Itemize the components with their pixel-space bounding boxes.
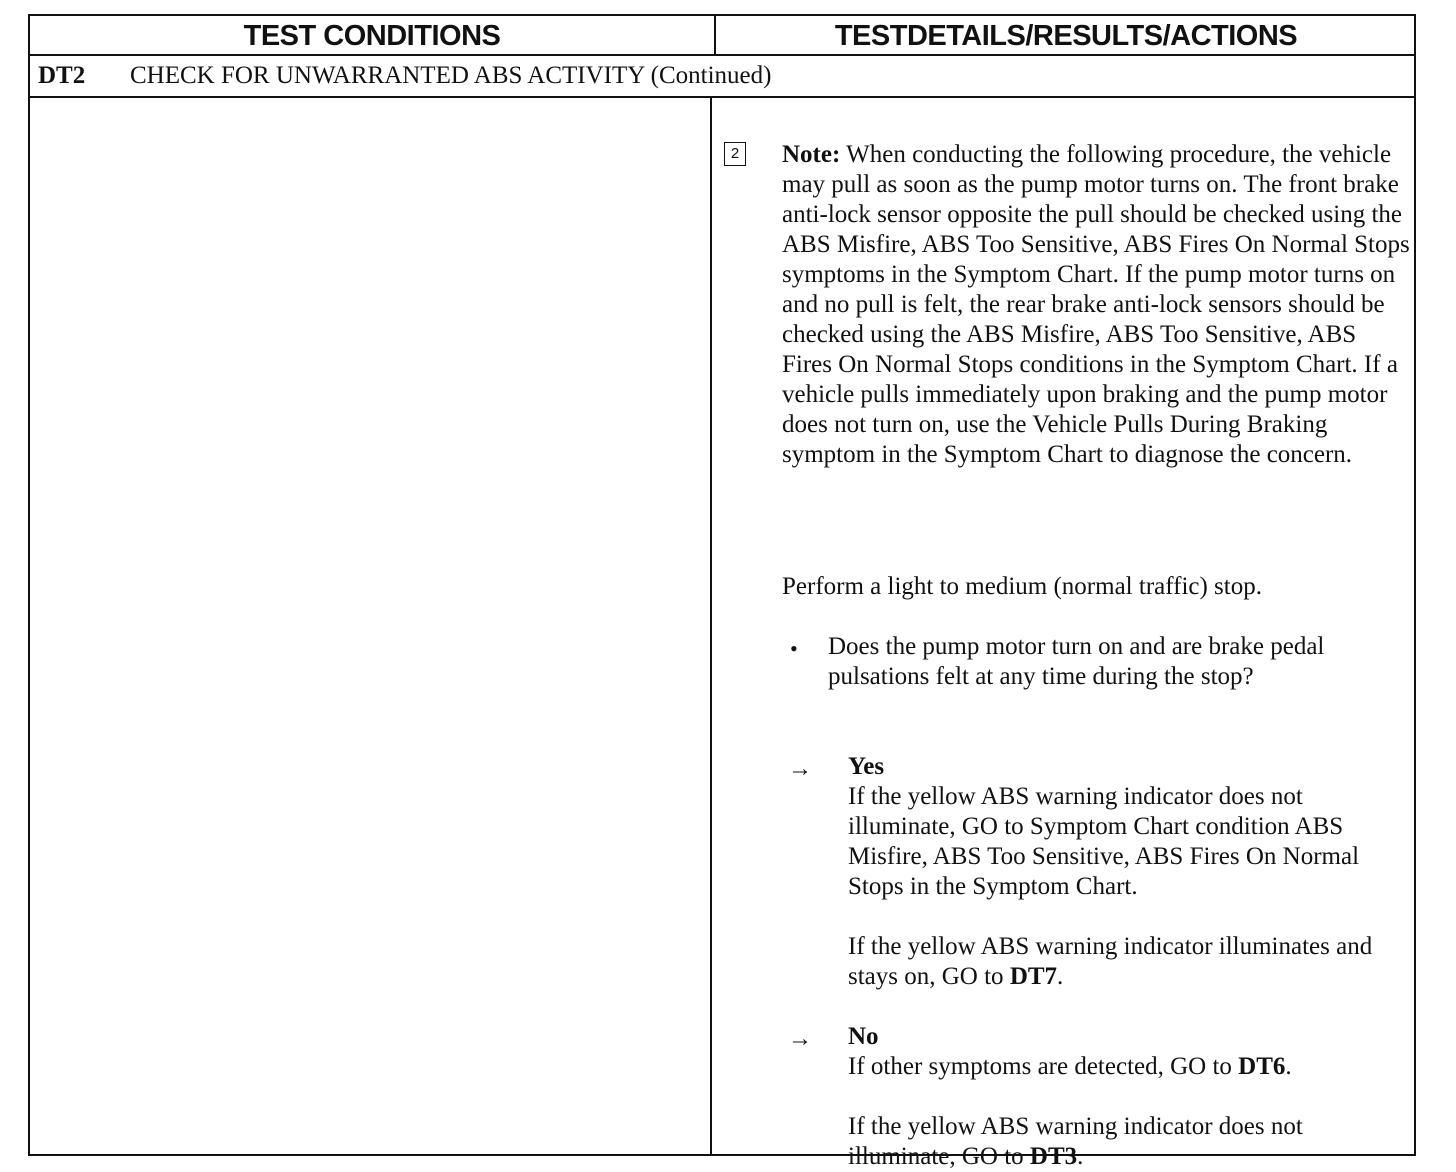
test-conditions-header: TEST CONDITIONS: [243, 20, 501, 52]
no-action-2-text: If the yellow ABS warning indicator does not illuminate, GO to: [848, 1113, 1303, 1170]
no-ref-dt3: DT3: [1029, 1143, 1078, 1170]
perform-instruction: Perform a light to medium (normal traffic) stop.: [782, 573, 1262, 600]
yes-label: Yes: [848, 753, 885, 780]
yes-action-2-suffix: .: [1057, 963, 1064, 990]
test-details-header: TESTDETAILS/RESULTS/ACTIONS: [834, 20, 1298, 52]
yes-action-1: If the yellow ABS warning indicator does not illuminate, GO to Symptom Chart condition ABS Misfire, ABS Too Sensitive, ABS Fires On Normal Stops in the Symptom Chart.: [848, 783, 1360, 900]
no-ref-dt6: DT6: [1238, 1053, 1286, 1080]
procedure-note: [782, 140, 1412, 470]
no-action-2: [848, 1112, 1408, 1172]
yes-action-2: [848, 932, 1408, 992]
no-action-1-text: If other symptoms are detected, GO to: [848, 1053, 1239, 1080]
no-label: No: [848, 1023, 879, 1050]
bullet-icon: •: [790, 636, 798, 661]
yes-arrow-icon: →: [788, 756, 812, 782]
step-title-row: [30, 56, 1414, 98]
test-question: Does the pump motor turn on and are brake pedal pulsations felt at any time during the stop?: [828, 633, 1325, 690]
table-header-row: [30, 16, 1414, 56]
no-arrow-icon: →: [788, 1026, 812, 1052]
yes-ref-dt7: DT7: [1009, 963, 1058, 990]
step-id: DT2: [38, 62, 86, 89]
column-divider: [710, 98, 712, 1156]
note-text: When conducting the following procedure, the vehicle may pull as soon as the pump motor turns on. The front brake anti-lock sensor opposite the pull should be checked using the ABS Misfire, ABS Too Sensitive, ABS Fires On Normal Stops symptoms in the Symptom Chart. If the pump motor turns on and no pull is felt, the rear brake anti-lock sensors should be checked using the ABS Misfire, ABS Too Sensitive, ABS Fires On Normal Stops conditions in the Symptom Chart. If a vehicle pulls immediately upon braking and the pump motor does not turn on, use the Vehicle Pulls During Braking symptom in the Symptom Chart to diagnose the concern.: [782, 141, 1410, 468]
step-title: CHECK FOR UNWARRANTED ABS ACTIVITY (Continued): [130, 62, 772, 89]
note-label: Note:: [782, 141, 841, 168]
no-action-2-suffix: .: [1077, 1143, 1084, 1170]
yes-action-2-text: If the yellow ABS warning indicator illuminates and stays on, GO to: [848, 933, 1373, 990]
no-action-1: [848, 1052, 1408, 1082]
diagnostic-table: [28, 14, 1416, 1170]
no-action-1-suffix: .: [1285, 1053, 1292, 1080]
step-number-box: 2: [724, 142, 746, 166]
